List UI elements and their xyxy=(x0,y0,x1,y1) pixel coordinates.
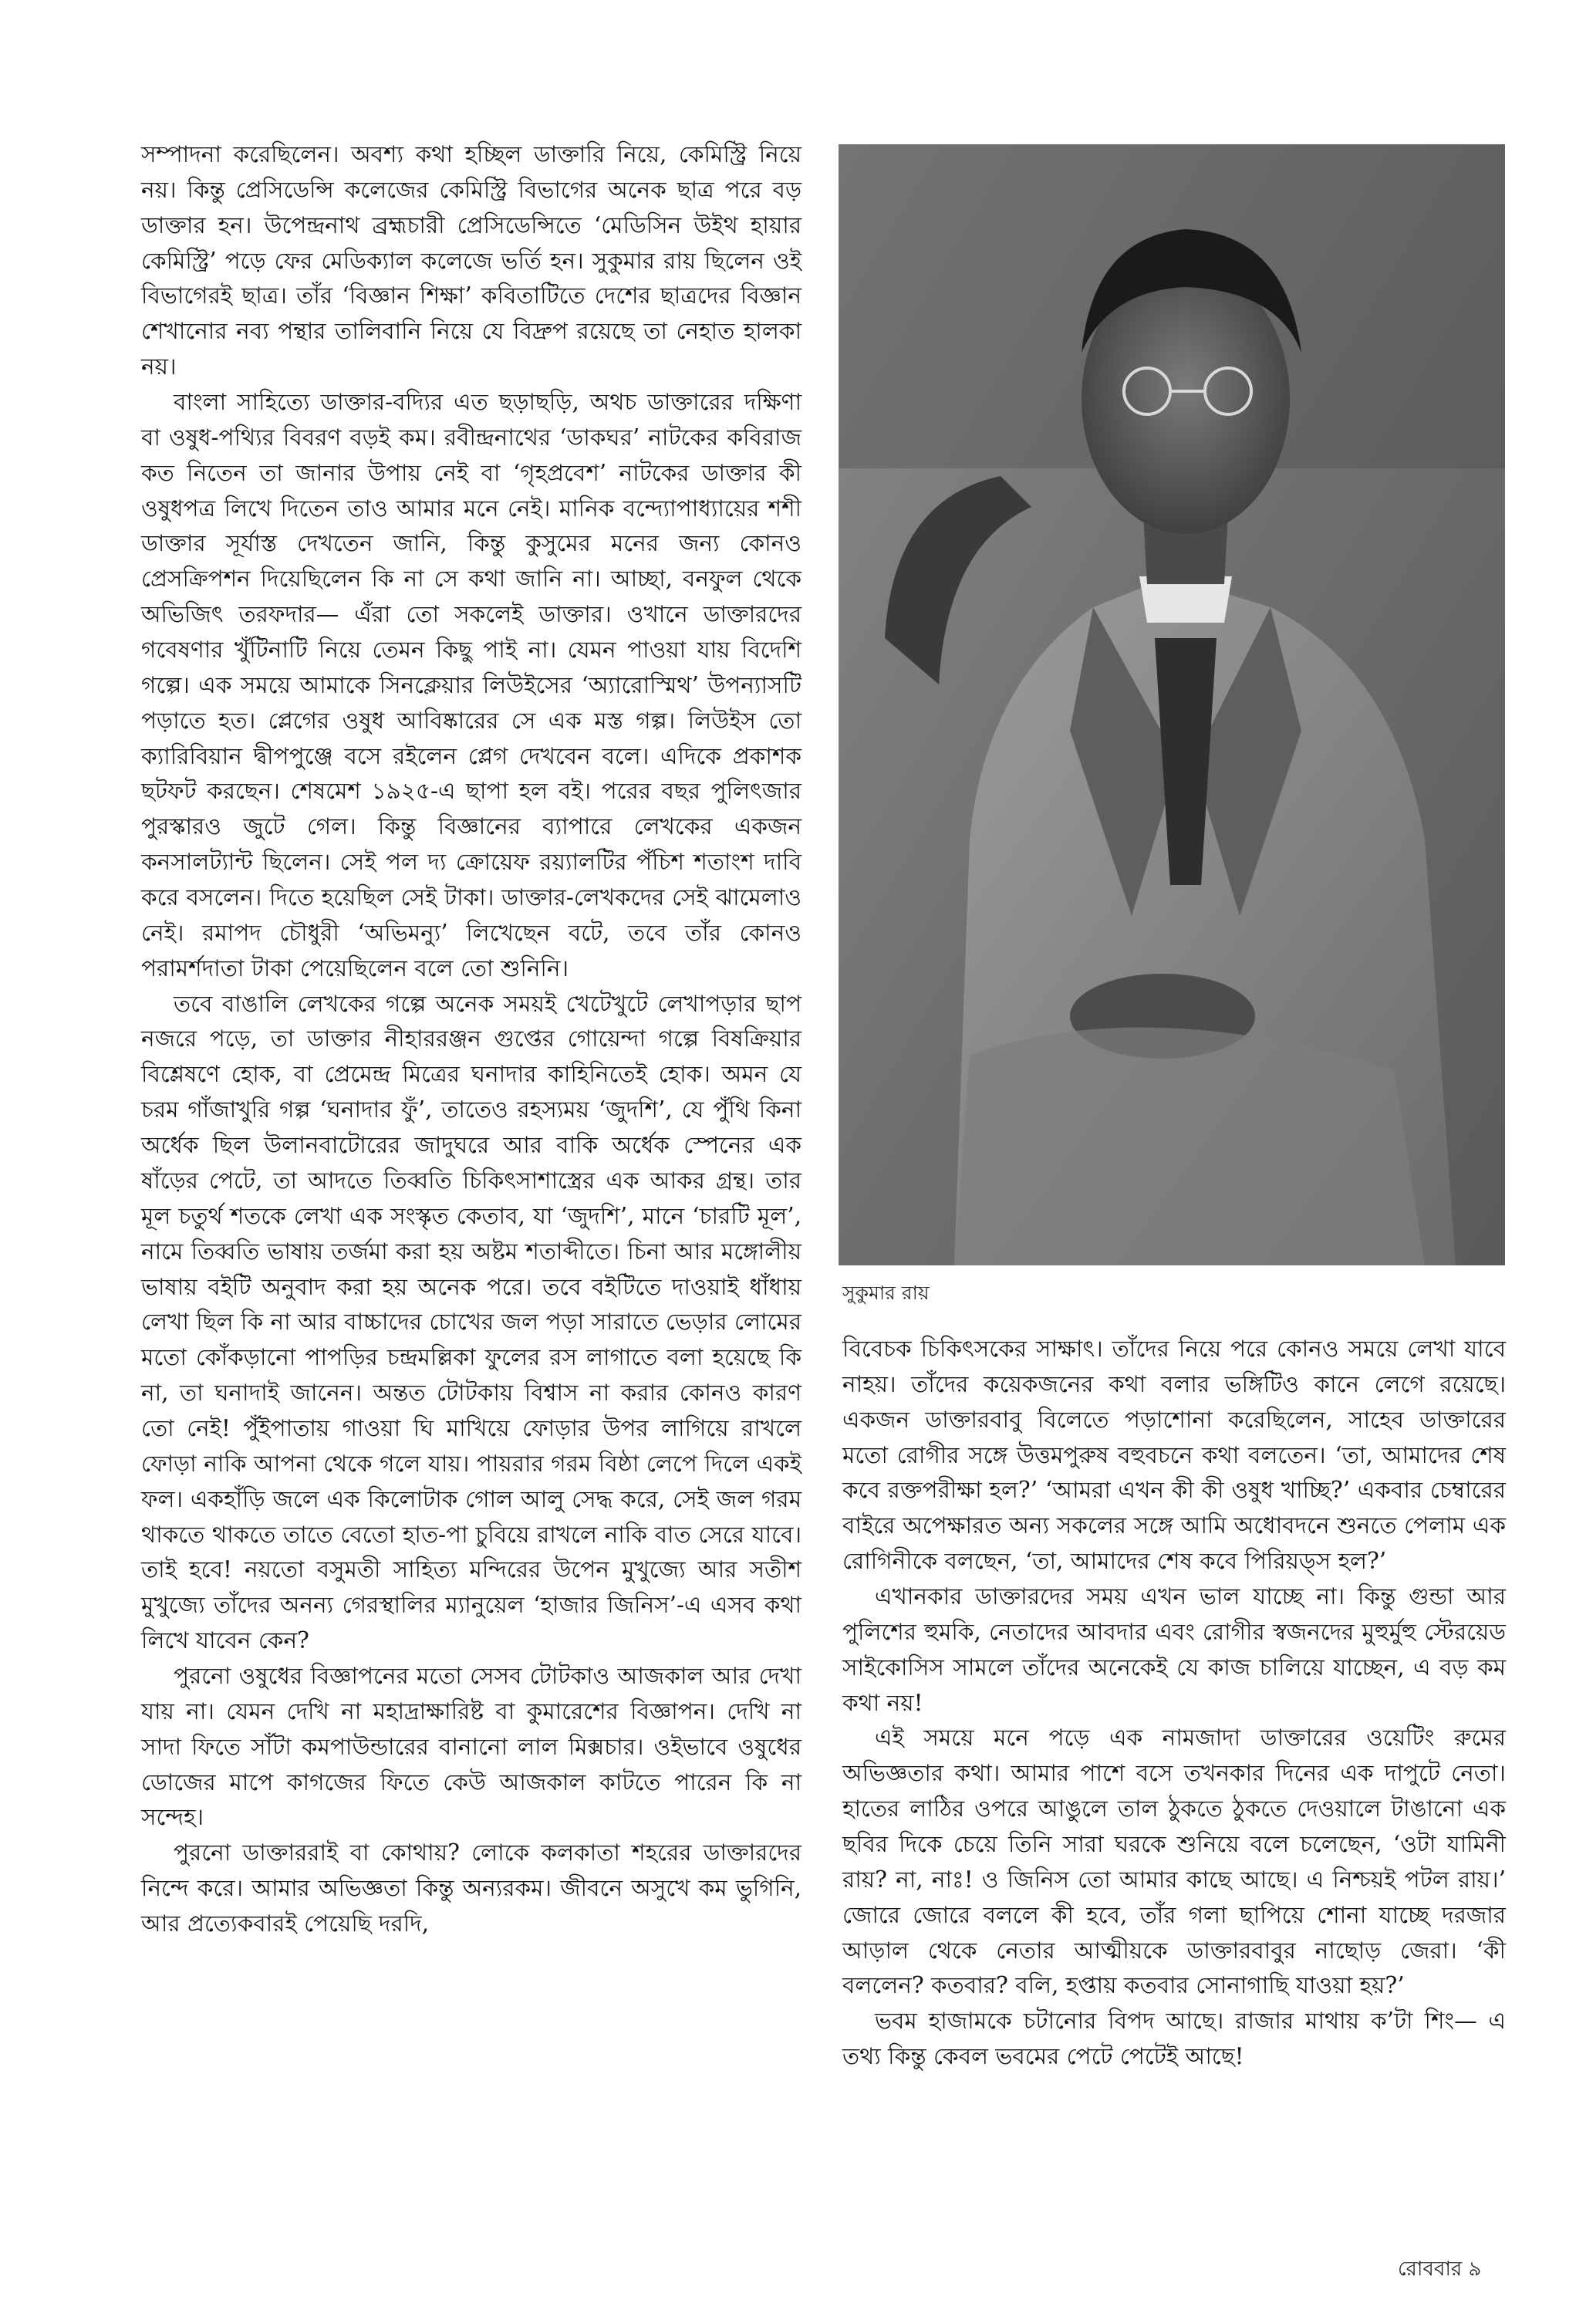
paragraph: ভবম হাজামকে চটানোর বিপদ আছে। রাজার মাথায় ক’টা শিং— এ তথ্য কিন্তু কেবল ভবমের পেটে পেটেই আছে! xyxy=(842,2008,1506,2070)
paragraph: পুরনো ডাক্তাররাই বা কোথায়? লোকে কলকাতা শহরের ডাক্তারদের নিন্দে করে। আমার অভিজ্ঞতা কিন্তু অন্যরকম। জীবনে অসুখে কম ভুগিনি, আর প্রত্যেকবারই পেয়েছি দরদি, xyxy=(141,1839,801,1937)
paragraph: সম্পাদনা করেছিলেন। অবশ্য কথা হচ্ছিল ডাক্তারি নিয়ে, কেমিস্ট্রি নিয়ে নয়। কিন্তু প্রেসিডেন্সি কলেজের কেমিস্ট্রি বিভাগের অনেক ছাত্র পরে বড় ডাক্তার হন। উপেন্দ্রনাথ ব্রহ্মচারী প্রেসিডেন্সিতে ‘মেডিসিন উইথ হায়ার কেমিস্ট্রি’ পড়ে ফের মেডিক্যাল কলেজে ভর্তি হন। সুকুমার রায় ছিলেন ওই বিভাগেরই ছাত্র। তাঁর ‘বিজ্ঞান শিক্ষা’ কবিতাটিতে দেশের ছাত্রদের বিজ্ঞান শেখানোর নব্য পন্থার তালিবানি নিয়ে যে বিদ্রুপ রয়েছে তা নেহাত হালকা নয়। xyxy=(141,141,801,380)
article-right-column xyxy=(842,1332,1506,2075)
paragraph: বিবেচক চিকিৎসকের সাক্ষাৎ। তাঁদের নিয়ে পরে কোনও সময়ে লেখা যাবে নাহয়। তাঁদের কয়েকজনের কথা বলার ভঙ্গিটিও কানে লেগে রয়েছে। একজন ডাক্তারবাবু বিলেতে পড়াশোনা করেছিলেন, সাহেব ডাক্তারের মতো রোগীর সঙ্গে উত্তমপুরুষ বহুবচনে কথা বলতেন। ‘তা, আমাদের শেষ কবে রক্তপরীক্ষা হল?’ ‘আমরা এখন কী কী ওষুধ খাচ্ছি?’ একবার চেম্বারের বাইরে অপেক্ষারত অন্য সকলের সঙ্গে আমি অধোবদনে শুনতে পেলাম এক রোগিনীকে বলছেন, ‘তা, আমাদের শেষ কবে পিরিয়ড্স হল?’ xyxy=(842,1336,1506,1575)
paragraph: এখানকার ডাক্তারদের সময় এখন ভাল যাচ্ছে না। কিন্তু গুন্ডা আর পুলিশের হুমকি, নেতাদের আবদার এবং রোগীর স্বজনদের মুহুর্মুহু স্টেরয়েড সাইকোসিস সামলে তাঁদের অনেকেই যে কাজ চালিয়ে যাচ্ছেন, এ বড় কম কথা নয়! xyxy=(842,1583,1506,1716)
article-left-column xyxy=(141,137,801,1942)
portrait-photo xyxy=(839,144,1505,1265)
photo-caption: সুকুমার রায় xyxy=(842,1282,930,1304)
paragraph: বাংলা সাহিত্যে ডাক্তার-বদ্যির এত ছড়াছড়ি, অথচ ডাক্তারের দক্ষিণা বা ওষুধ-পথ্যির বিবরণ বড়ই কম। রবীন্দ্রনাথের ‘ডাকঘর’ নাটকের কবিরাজ কত নিতেন তা জানার উপায় নেই বা ‘গৃহপ্রবেশ’ নাটকের ডাক্তার কী ওষুধপত্র লিখে দিতেন তাও আমার মনে নেই। মানিক বন্দ্যোপাধ্যায়ের শশী ডাক্তার সূর্যাস্ত দেখতেন জানি, কিন্তু কুসুমের মনের জন্য কোনও প্রেসক্রিপশন দিয়েছিলেন কি না সে কথা জানি না। আচ্ছা, বনফুল থেকে অভিজিৎ তরফদার— এঁরা তো সকলেই ডাক্তার। ওখানে ডাক্তারদের গবেষণার খুঁটিনাটি নিয়ে তেমন কিছু পাই না। যেমন পাওয়া যায় বিদেশি গল্পে। এক সময়ে আমাকে সিনক্লেয়ার লিউইসের ‘অ্যারোস্মিথ’ উপন্যাসটি পড়াতে হত। প্লেগের ওষুধ আবিষ্কারের সে এক মস্ত গল্প। লিউইস তো ক্যারিবিয়ান দ্বীপপুঞ্জে বসে রইলেন প্লেগ দেখবেন বলে। এদিকে প্রকাশক ছটফট করছেন। শেষমেশ ১৯২৫-এ ছাপা হল বই। পরের বছর পুলিৎজার পুরস্কারও জুটে গেল। কিন্তু বিজ্ঞানের ব্যাপারে লেখকের একজন কনসালট্যান্ট ছিলেন। সেই পল দ্য ক্রোয়েফ রয়্যালটির পঁচিশ শতাংশ দাবি করে বসলেন। দিতে হয়েছিল সেই টাকা। ডাক্তার-লেখকদের সেই ঝামেলাও নেই। রমাপদ চৌধুরী ‘অভিমন্যু’ লিখেছেন বটে, তবে তাঁর কোনও পরামর্শদাতা টাকা পেয়েছিলেন বলে তো শুনিনি। xyxy=(141,389,801,981)
paragraph: এই সময়ে মনে পড়ে এক নামজাদা ডাক্তারের ওয়েটিং রুমের অভিজ্ঞতার কথা। আমার পাশে বসে তখনকার দিনের এক দাপুটে নেতা। হাতের লাঠির ওপরে আঙুলে তাল ঠুকতে ঠুকতে দেওয়ালে টাঙানো এক ছবির দিকে চেয়ে তিনি সারা ঘরকে শুনিয়ে বলে চলেছেন, ‘ওটা যামিনী রায়? না, নাঃ! ও জিনিস তো আমার কাছে আছে। এ নিশ্চয়ই পটল রায়।’ জোরে জোরে বললে কী হবে, তাঁর গলা ছাপিয়ে শোনা যাচ্ছে দরজার আড়াল থেকে নেতার আত্মীয়কে ডাক্তারবাবুর নাছোড় জেরা। ‘কী বললেন? কতবার? বলি, হপ্তায় কতবার সোনাগাছি যাওয়া হয়?’ xyxy=(842,1724,1506,1999)
paragraph: পুরনো ওষুধের বিজ্ঞাপনের মতো সেসব টোটকাও আজকাল আর দেখা যায় না। যেমন দেখি না মহাদ্রাক্ষারিষ্ট বা কুমারেশের বিজ্ঞাপন। দেখি না সাদা ফিতে সাঁটা কমপাউন্ডারের বানানো লাল মিক্সচার। ওইভাবে ওষুধের ডোজের মাপে কাগজের ফিতে কেউ আজকাল কাটতে পারেন কি না সন্দেহ। xyxy=(141,1662,801,1831)
paragraph: তবে বাঙালি লেখকের গল্পে অনেক সময়ই খেটেখুটে লেখাপড়ার ছাপ নজরে পড়ে, তা ডাক্তার নীহাররঞ্জন গুপ্তের গোয়েন্দা গল্পে বিষক্রিয়ার বিশ্লেষণে হোক, বা প্রেমেন্দ্র মিত্রের ঘনাদার কাহিনিতেই হোক। অমন যে চরম গাঁজাখুরি গল্প ‘ঘনাদার ফুঁ’, তাতেও রহস্যময় ‘জুদশি’, যে পুঁথি কিনা অর্ধেক ছিল উলানবাটোরের জাদুঘরে আর বাকি অর্ধেক স্পেনের এক ষাঁড়ের পেটে, তা আদতে তিব্বতি চিকিৎসাশাস্ত্রের এক আকর গ্রন্থ। তার মূল চতুর্থ শতকে লেখা এক সংস্কৃত কেতাব, যা ‘জুদশি’, মানে ‘চারটি মূল’, নামে তিব্বতি ভাষায় তর্জমা করা হয় অষ্টম শতাব্দীতে। চিনা আর মঙ্গোলীয় ভাষায় বইটি অনুবাদ করা হয় অনেক পরে। তবে বইটিতে দাওয়াই ধাঁধায় লেখা ছিল কি না আর বাচ্চাদের চোখের জল পড়া সারাতে ভেড়ার লোমের মতো কোঁকড়ানো পাপড়ির চন্দ্রমল্লিকা ফুলের রস লাগাতে বলা হয়েছে কি না, তা ঘনাদাই জানেন। অন্তত টোটকায় বিশ্বাস না করার কোনও কারণ তো নেই! পুঁইপাতায় গাওয়া ঘি মাখিয়ে ফোড়ার উপর লাগিয়ে রাখলে ফোড়া নাকি আপনা থেকে গলে যায়। পায়রার গরম বিষ্ঠা লেপে দিলে একই ফল। একহাঁড়ি জলে এক কিলোটাক গোল আলু সেদ্ধ করে, সেই জল গরম থাকতে থাকতে তাতে বেতো হাত-পা চুবিয়ে রাখলে নাকি বাত সেরে যাবে। তাই হবে! নয়তো বসুমতী সাহিত্য মন্দিরের উপেন মুখুজ্যে আর সতীশ মুখুজ্যে তাঁদের অনন্য গেরস্থালির ম্যানুয়েল ‘হাজার জিনিস’-এ এসব কথা লিখে যাবেন কেন? xyxy=(141,990,801,1654)
page-footer: রোববার ৯ xyxy=(1398,2258,1482,2281)
